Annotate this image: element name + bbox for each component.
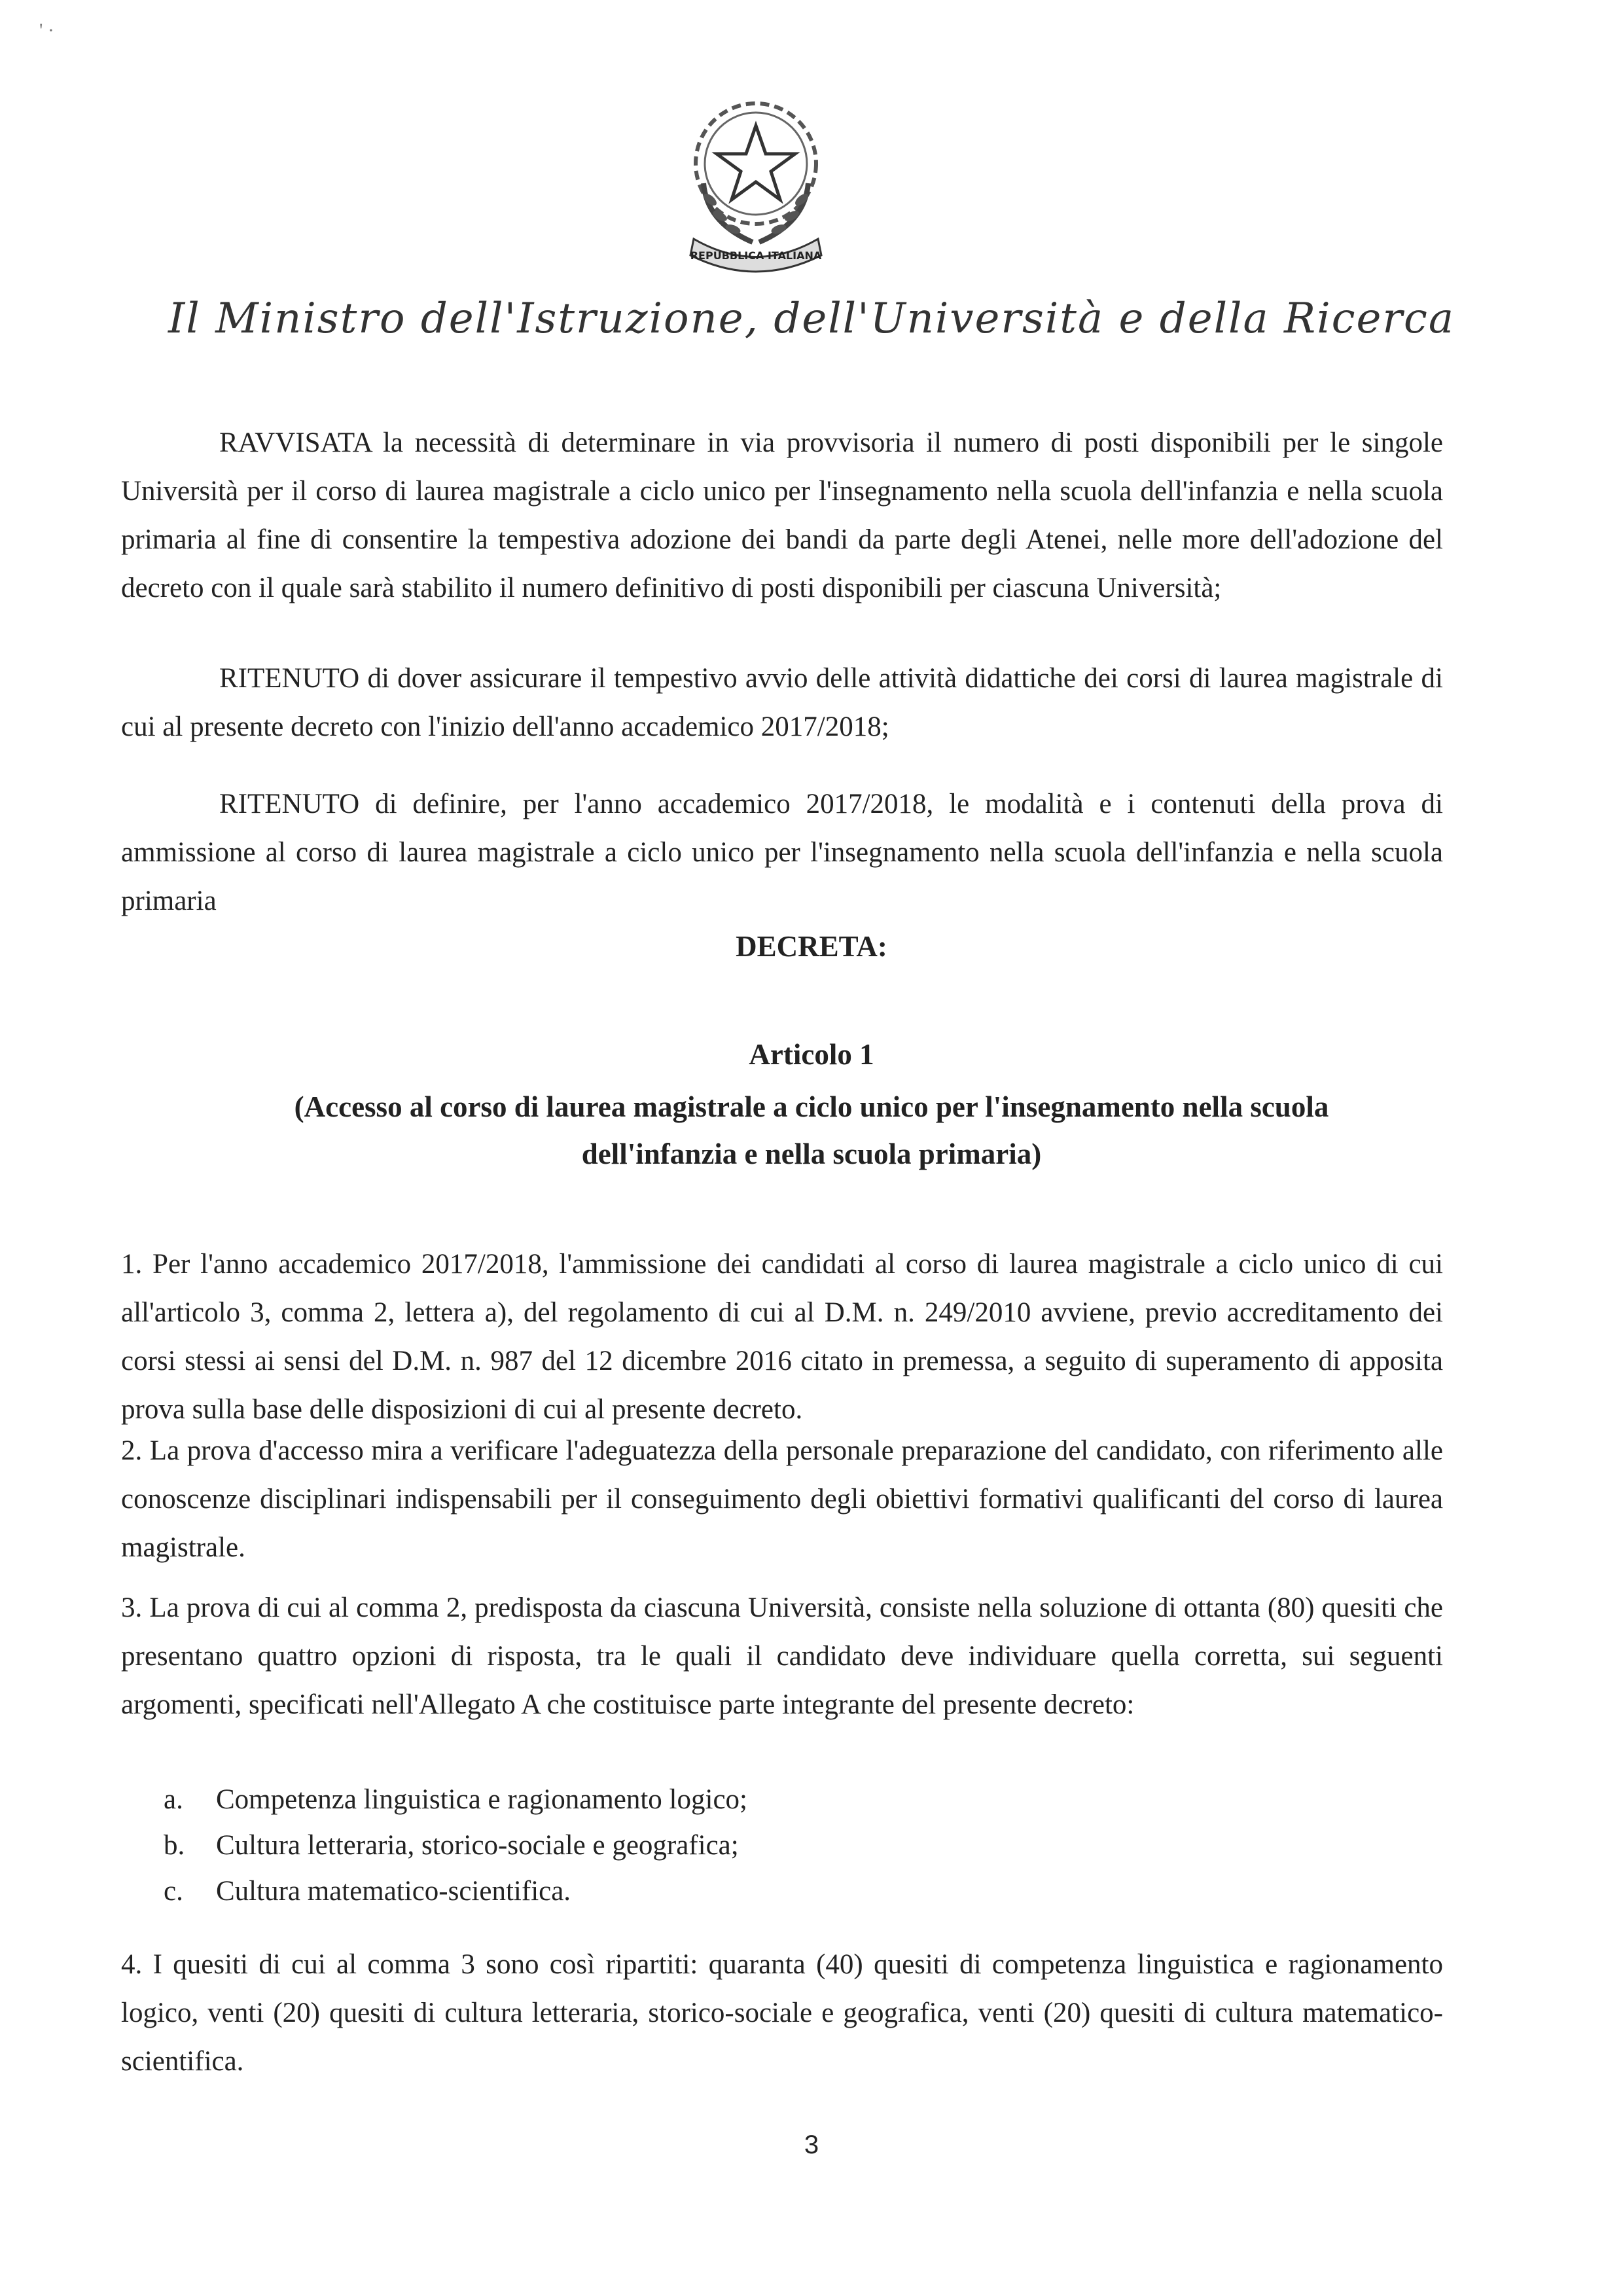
- list-text: Competenza linguistica e ragionamento logico;: [216, 1784, 747, 1815]
- list-marker: a.: [164, 1784, 183, 1815]
- decreta-heading: DECRETA:: [736, 930, 887, 963]
- list-text: Cultura letteraria, storico-sociale e geografica;: [216, 1830, 739, 1861]
- list-marker: b.: [164, 1830, 185, 1861]
- comma-1: 1. Per l'anno accademico 2017/2018, l'ammissione dei candidati al corso di laurea magistrale a ciclo unico di cui all'articolo 3, comma 2, lettera a), del regolamento di cui al D.M. n. 249/2010 avviene, previo accreditamento dei corsi stessi ai sensi del D.M. n. 987 del 12 dicembre 2016 citato in premessa, a seguito di superamento di apposita prova sulla base delle disposizioni di cui al presente decreto.: [121, 1249, 1443, 1425]
- topics-list: [164, 1777, 747, 1914]
- preamble-ravvisata: RAVVISATA la necessità di determinare in via provvisoria il numero di posti disponibili per le singole Università per il corso di laurea magistrale a ciclo unico per l'insegnamento nella scuola dell'infanzia e nella scuola primaria al fine di consentire la tempestiva adozione dei bandi da parte degli Atenei, nelle more dell'adozione del decreto con il quale sarà stabilito il numero definitivo di posti disponibili per ciascuna Università;: [121, 427, 1443, 603]
- list-item: [164, 1823, 747, 1869]
- page-number: 3: [804, 2130, 819, 2159]
- article-subtitle: (Accesso al corso di laurea magistrale a ciclo unico per l'insegnamento nella scuola dell'infanzia e nella scuola primaria): [294, 1090, 1329, 1170]
- preamble-ritenuto-2: RITENUTO di definire, per l'anno accademico 2017/2018, le modalità e i contenuti della prova di ammissione al corso di laurea magistrale a ciclo unico per l'insegnamento nella scuola dell'infanzia e nella scuola primaria: [121, 789, 1443, 916]
- emblem-ribbon-text: REPUBBLICA ITALIANA: [690, 249, 822, 262]
- article-title: Articolo 1: [749, 1038, 874, 1071]
- comma-3: 3. La prova di cui al comma 2, predisposta da ciascuna Università, consiste nella soluzione di ottanta (80) quesiti che presentano quattro opzioni di risposta, tra le quali il candidato deve individuare quella corretta, sui seguenti argomenti, specificati nell'Allegato A che costituisce parte integrante del presente decreto:: [121, 1592, 1443, 1720]
- comma-4: 4. I quesiti di cui al comma 3 sono così ripartiti: quaranta (40) quesiti di competenza linguistica e ragionamento logico, venti (20) quesiti di cultura letteraria, storico-sociale e geografica, venti (20) quesiti di cultura matematico-scientifica.: [121, 1949, 1443, 2077]
- preamble-ritenuto-1: RITENUTO di dover assicurare il tempestivo avvio delle attività didattiche dei corsi di laurea magistrale di cui al presente decreto con l'inizio dell'anno accademico 2017/2018;: [121, 663, 1443, 742]
- list-marker: c.: [164, 1876, 183, 1907]
- list-item: [164, 1869, 747, 1914]
- ministry-title: Il Ministro dell'Istruzione, dell'Università e della Ricerca: [168, 295, 1455, 343]
- list-item: [164, 1777, 747, 1823]
- emblem-icon: [681, 85, 831, 281]
- comma-2: 2. La prova d'accesso mira a verificare l'adeguatezza della personale preparazione del candidato, con riferimento alle conoscenze disciplinari indispensabili per il conseguimento degli obiettivi formativi qualificanti del corso di laurea magistrale.: [121, 1435, 1443, 1563]
- list-text: Cultura matematico-scientifica.: [216, 1876, 571, 1907]
- scan-specks: ' ·: [39, 20, 54, 41]
